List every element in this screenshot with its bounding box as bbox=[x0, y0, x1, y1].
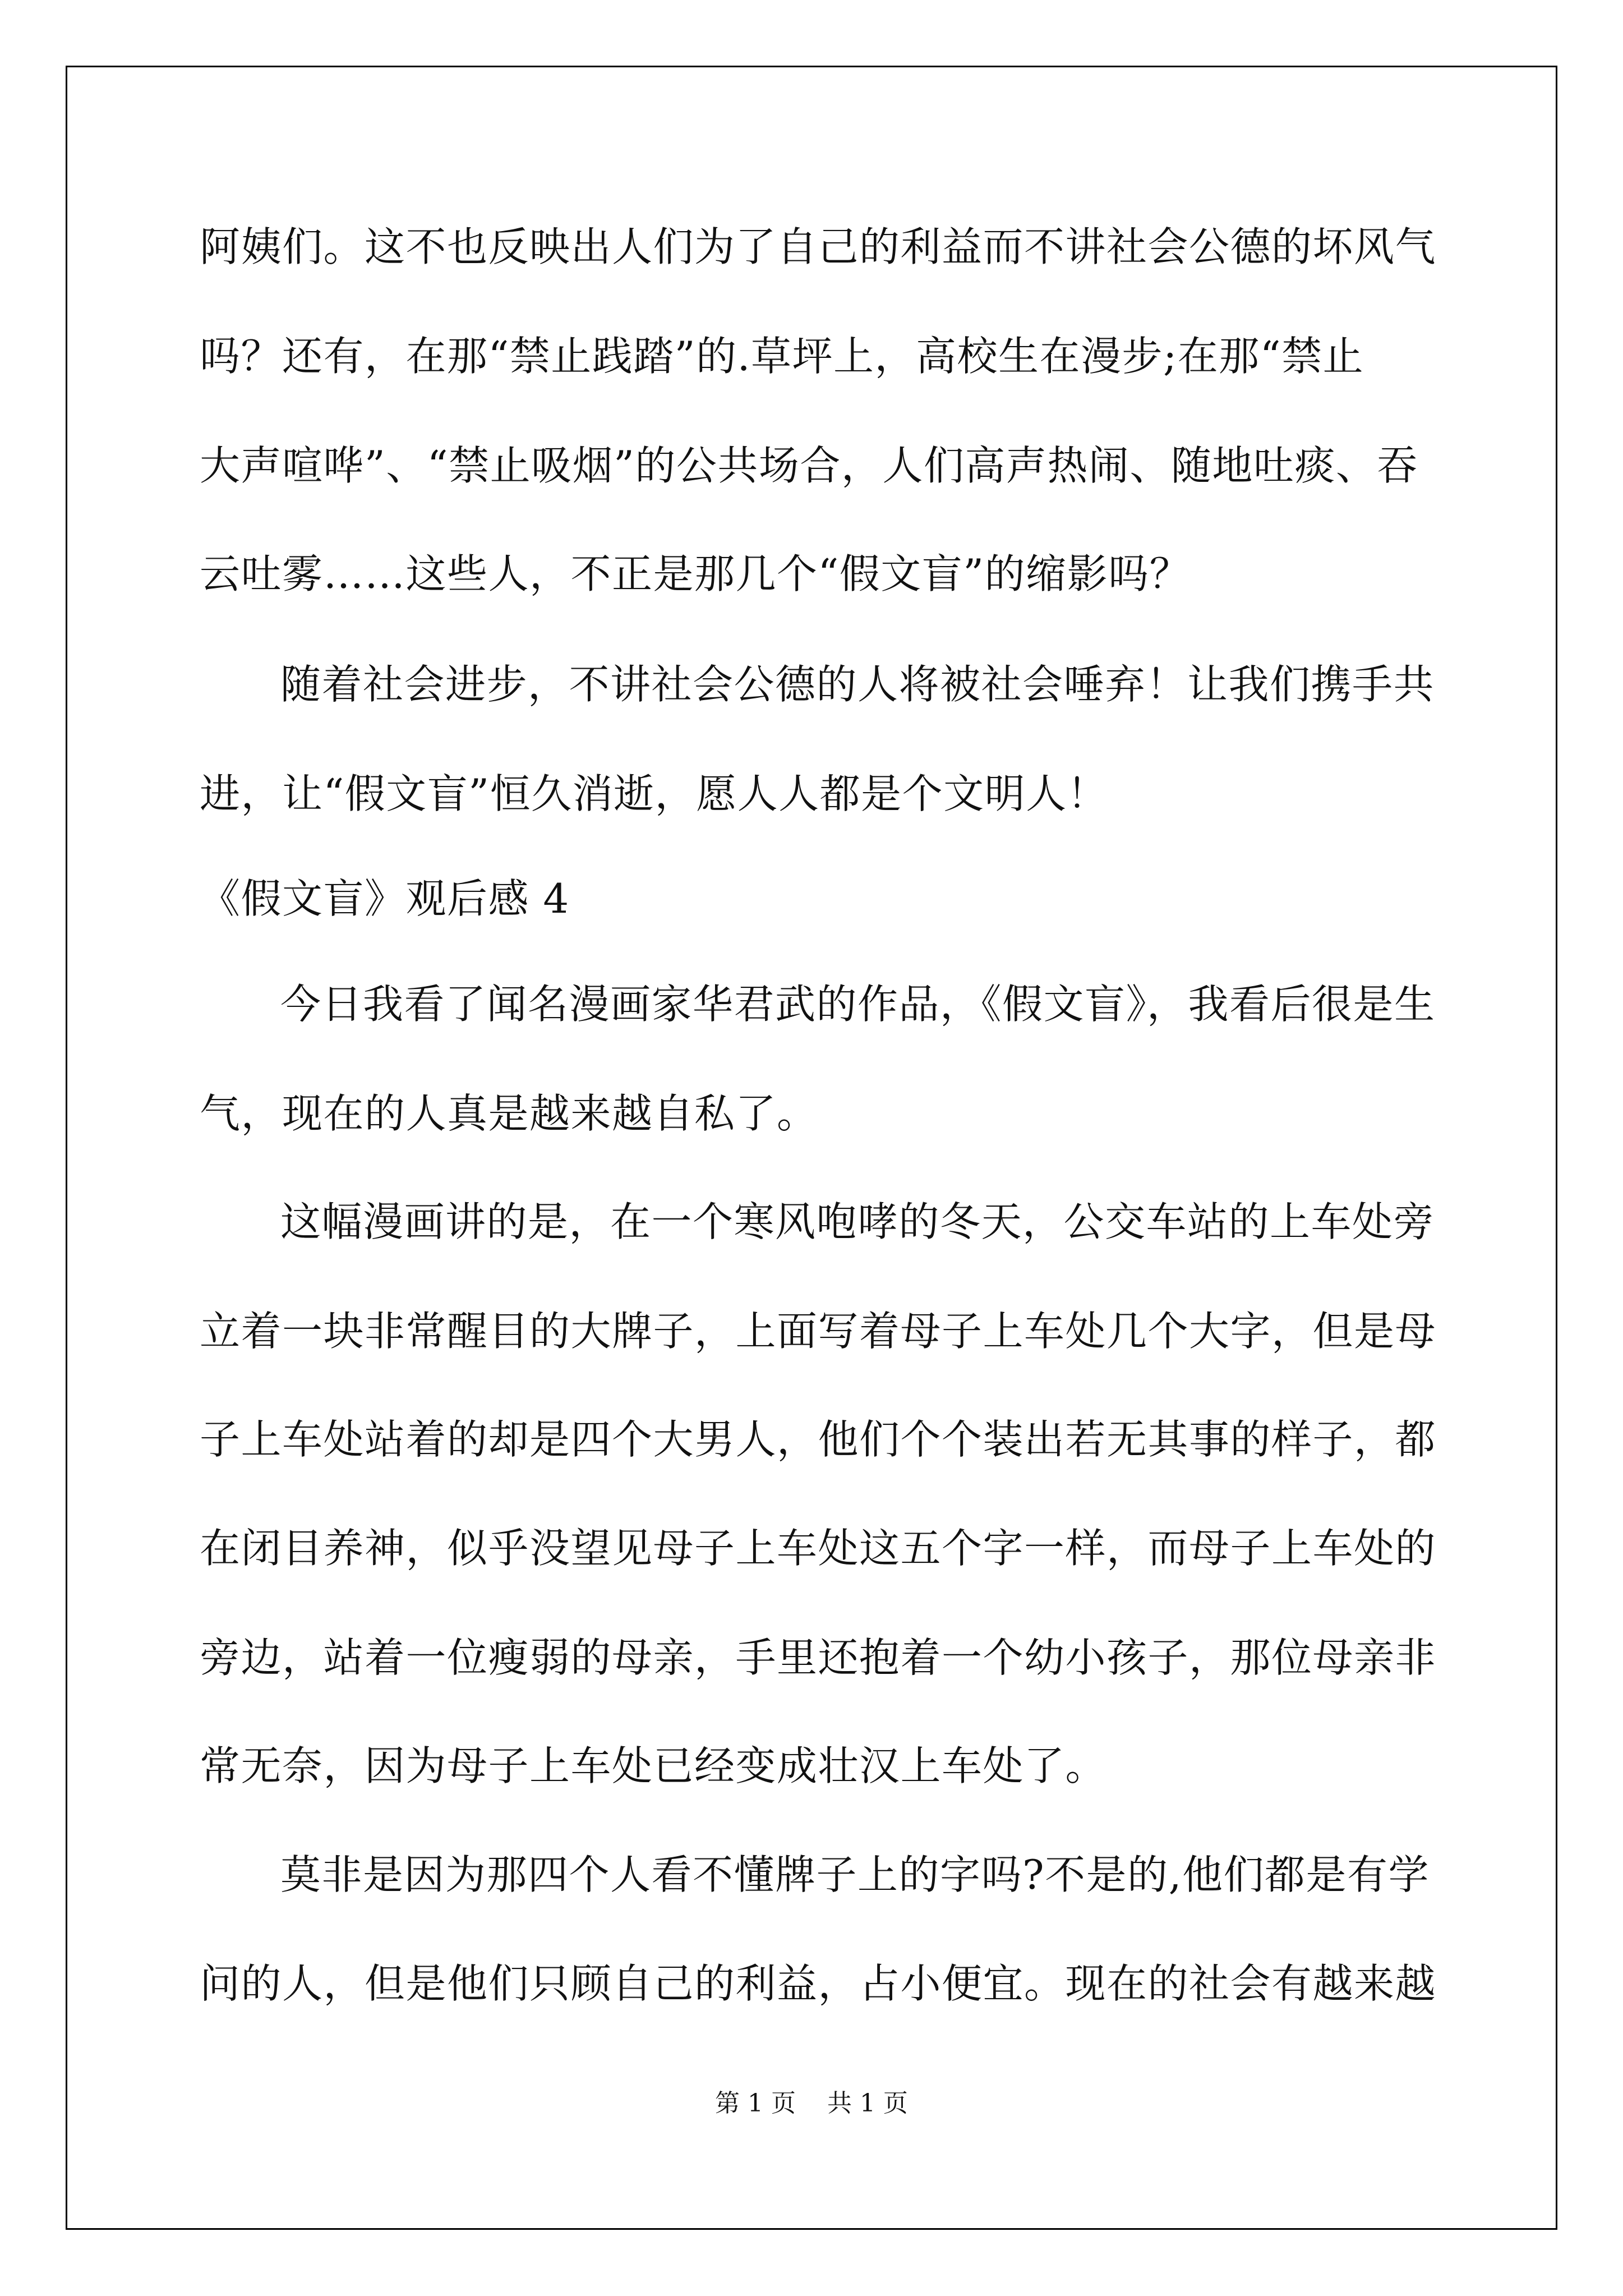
text-line: 阿姨们。这不也反映出人们为了自己的利益而不讲社会公德的坏风气 bbox=[200, 223, 1437, 270]
paragraph-first-line: 今日我看了闻名漫画家华君武的作品，《假文盲》，我看后很是生 bbox=[280, 981, 1436, 1028]
paragraph-first-line: 莫非是因为那四个人看不懂牌子上的字吗?不是的,他们都是有学 bbox=[280, 1851, 1430, 1898]
page-border bbox=[66, 66, 1557, 2230]
text-line: 云吐雾……这些人，不正是那几个“假文盲”的缩影吗？ bbox=[200, 550, 1191, 597]
text-line: 吗？还有，在那“禁止践踏”的.草坪上，高校生在漫步;在那“禁止 bbox=[200, 333, 1364, 380]
section-heading: 《假文盲》观后感 4 bbox=[200, 875, 570, 922]
text-line: 在闭目养神，似乎没望见母子上车处这五个字一样，而母子上车处的 bbox=[200, 1525, 1437, 1572]
text-line: 立着一块非常醒目的大牌子，上面写着母子上车处几个大字，但是母 bbox=[200, 1308, 1437, 1355]
text-line: 进，让“假文盲”恒久消逝，愿人人都是个文明人！ bbox=[200, 770, 1109, 817]
text-line: 气，现在的人真是越来越自私了。 bbox=[200, 1090, 818, 1137]
text-line: 常无奈，因为母子上车处已经变成壮汉上车处了。 bbox=[200, 1742, 1107, 1789]
paragraph-first-line: 这幅漫画讲的是，在一个寒风咆哮的冬天，公交车站的上车处旁 bbox=[280, 1198, 1435, 1245]
text-line: 大声喧哗”、“禁止吸烟”的公共场合，人们高声热闹、随地吐痰、吞 bbox=[200, 442, 1418, 489]
text-line: 旁边，站着一位瘦弱的母亲，手里还抱着一个幼小孩子，那位母亲非 bbox=[200, 1634, 1437, 1681]
page-number-footer: 第 1 页 共 1 页 bbox=[715, 2089, 908, 2118]
text-line: 问的人，但是他们只顾自己的利益，占小便宜。现在的社会有越来越 bbox=[200, 1960, 1437, 2007]
paragraph-first-line: 随着社会进步，不讲社会公德的人将被社会唾弃！让我们携手共 bbox=[280, 661, 1435, 708]
text-line: 子上车处站着的却是四个大男人，他们个个装出若无其事的样子，都 bbox=[200, 1416, 1437, 1463]
